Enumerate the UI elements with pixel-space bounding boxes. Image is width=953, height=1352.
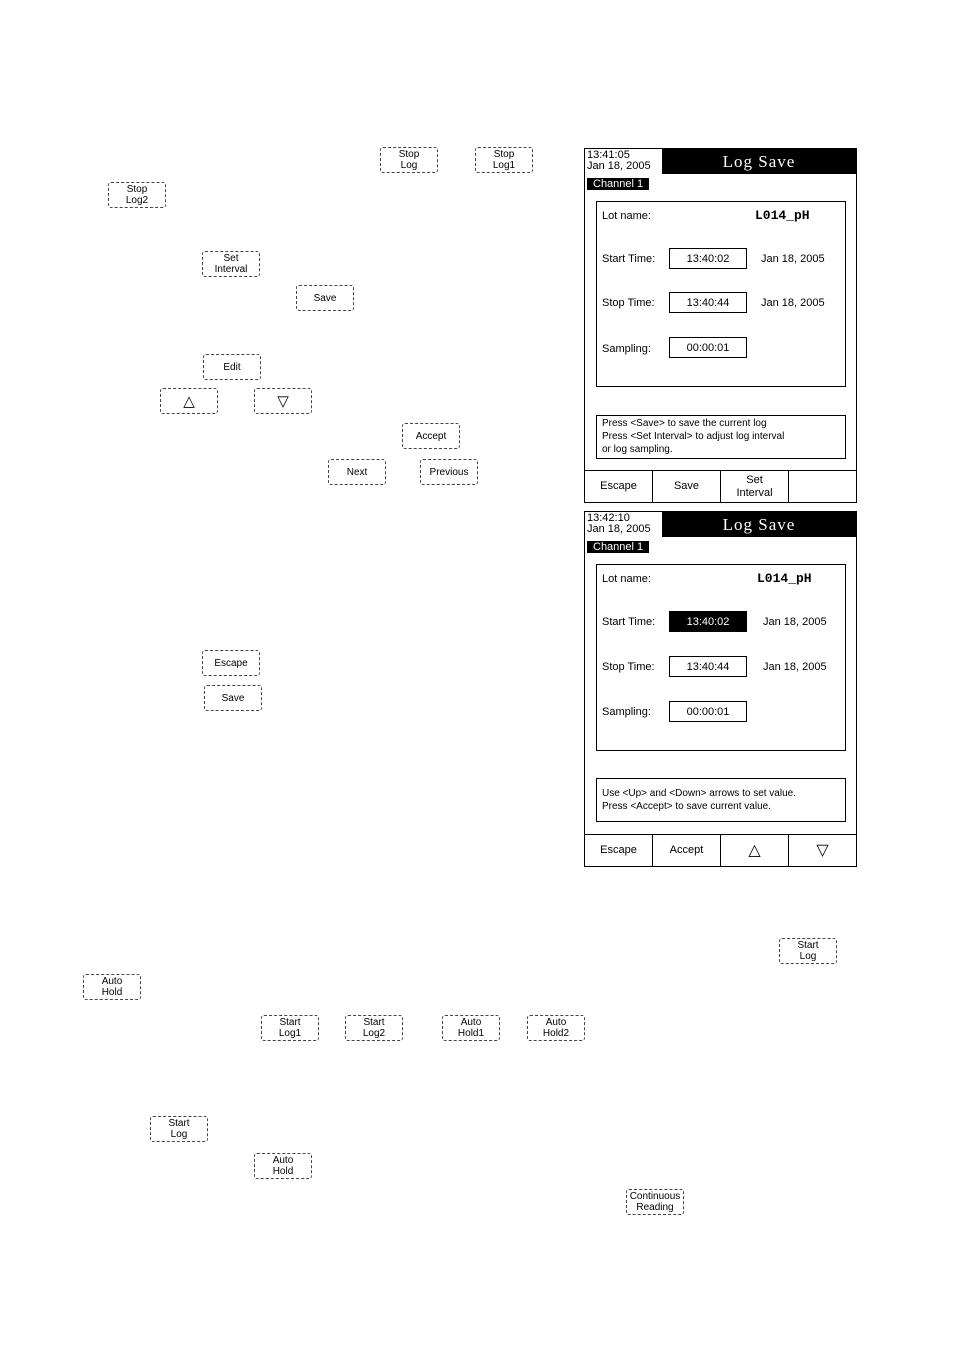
- set-interval-button[interactable]: [202, 251, 260, 277]
- button-line: Start: [363, 1017, 385, 1028]
- stop-time-field[interactable]: 13:40:44: [669, 292, 747, 313]
- lot-name-label: Lot name:: [602, 573, 651, 585]
- button-line: Log2: [125, 195, 149, 206]
- softkey-escape[interactable]: Escape: [585, 471, 653, 502]
- lot-name-label: Lot name:: [602, 210, 651, 222]
- button-line: Escape: [214, 657, 248, 669]
- help-line: Press <Accept> to save current value.: [602, 801, 771, 812]
- continuous-reading-button[interactable]: [626, 1189, 684, 1215]
- start-time-label: Start Time:: [602, 616, 656, 628]
- next-button[interactable]: [328, 459, 386, 485]
- lot-name-value: L014_pH: [757, 571, 812, 586]
- stop-date: Jan 18, 2005: [763, 661, 827, 673]
- sampling-label: Sampling:: [602, 343, 651, 355]
- softkey-up-arrow-icon[interactable]: △: [721, 835, 789, 866]
- edit-button[interactable]: [203, 354, 261, 380]
- save-button-2[interactable]: [204, 685, 262, 711]
- stop-date: Jan 18, 2005: [761, 297, 825, 309]
- button-line: Start: [279, 1017, 301, 1028]
- start-date: Jan 18, 2005: [761, 253, 825, 265]
- up-arrow-button[interactable]: [160, 388, 218, 414]
- stop-log2-button[interactable]: [108, 182, 166, 208]
- log-save-screen-1: [584, 148, 857, 503]
- button-line: Log2: [362, 1028, 386, 1039]
- start-log1-button[interactable]: [261, 1015, 319, 1041]
- button-line: Previous: [429, 466, 469, 478]
- sampling-label: Sampling:: [602, 706, 651, 718]
- button-line: Auto: [272, 1155, 294, 1166]
- softkey-bar: [585, 470, 856, 502]
- button-line: Set: [223, 253, 239, 264]
- softkey-label: Set Interval: [736, 473, 773, 499]
- button-line: Log: [799, 951, 817, 962]
- softkey-accept[interactable]: Accept: [653, 835, 721, 866]
- start-log2-button[interactable]: [345, 1015, 403, 1041]
- button-line: Log: [400, 160, 418, 171]
- up-arrow-icon: △: [183, 392, 195, 410]
- stop-log-button[interactable]: [380, 147, 438, 173]
- softkey-down-arrow-icon[interactable]: ▽: [816, 842, 829, 859]
- button-line: Interval: [214, 264, 248, 275]
- button-line: Stop: [398, 149, 420, 160]
- button-line: Save: [221, 692, 245, 704]
- stop-time-field[interactable]: 13:40:44: [669, 656, 747, 677]
- help-message: [596, 778, 846, 822]
- button-line: Stop: [493, 149, 515, 160]
- button-line: Hold: [272, 1166, 294, 1177]
- button-line: Log: [170, 1129, 188, 1140]
- down-arrow-button[interactable]: [254, 388, 312, 414]
- start-time-field[interactable]: 13:40:02: [669, 248, 747, 269]
- stop-time-label: Stop Time:: [602, 661, 655, 673]
- log-info-panel: [596, 201, 846, 387]
- auto-hold1-button[interactable]: [442, 1015, 500, 1041]
- button-line: Hold1: [457, 1028, 485, 1039]
- start-time-field-selected[interactable]: 13:40:02: [669, 611, 747, 632]
- start-log-button-2[interactable]: [150, 1116, 208, 1142]
- button-line: Reading: [636, 1202, 674, 1213]
- button-line: Continuous: [629, 1191, 681, 1202]
- screen-title: Log Save: [662, 512, 856, 537]
- button-line: Hold2: [542, 1028, 570, 1039]
- button-line: Save: [313, 292, 337, 304]
- button-line: Log1: [278, 1028, 302, 1039]
- start-time-label: Start Time:: [602, 253, 656, 265]
- button-line: Start: [168, 1118, 190, 1129]
- auto-hold2-button[interactable]: [527, 1015, 585, 1041]
- help-line: Use <Up> and <Down> arrows to set value.: [602, 788, 796, 799]
- channel-label: Channel 1: [587, 178, 649, 190]
- clock-time: 13:42:10: [587, 512, 630, 524]
- button-line: Edit: [223, 361, 241, 373]
- button-line: Auto: [545, 1017, 567, 1028]
- softkey-escape[interactable]: Escape: [585, 835, 653, 866]
- screen-title: Log Save: [662, 149, 856, 174]
- sampling-field[interactable]: 00:00:01: [669, 337, 747, 358]
- button-line: Auto: [460, 1017, 482, 1028]
- screen-clock: [587, 150, 651, 172]
- softkey-save[interactable]: Save: [653, 471, 721, 502]
- help-line: Press <Set Interval> to adjust log interval: [602, 431, 785, 442]
- stop-log1-button[interactable]: [475, 147, 533, 173]
- softkey-set-interval[interactable]: [721, 471, 789, 502]
- button-line: Log1: [492, 160, 516, 171]
- clock-time: 13:41:05: [587, 149, 630, 161]
- escape-button[interactable]: [202, 650, 260, 676]
- help-message: [596, 415, 846, 459]
- button-line: Stop: [126, 184, 148, 195]
- stop-time-label: Stop Time:: [602, 297, 655, 309]
- log-info-panel: [596, 564, 846, 751]
- previous-button[interactable]: [420, 459, 478, 485]
- softkey-empty[interactable]: [789, 471, 856, 502]
- start-log-button[interactable]: [779, 938, 837, 964]
- auto-hold-button-2[interactable]: [254, 1153, 312, 1179]
- button-line: Start: [797, 940, 819, 951]
- button-line: Hold: [101, 987, 123, 998]
- help-line: or log sampling.: [602, 444, 673, 455]
- clock-date: Jan 18, 2005: [587, 523, 651, 535]
- log-save-screen-2: [584, 511, 857, 867]
- clock-date: Jan 18, 2005: [587, 160, 651, 172]
- channel-label: Channel 1: [587, 541, 649, 553]
- screen-clock: [587, 513, 651, 535]
- lot-name-value: L014_pH: [755, 208, 810, 223]
- button-line: Accept: [415, 430, 447, 442]
- start-date: Jan 18, 2005: [763, 616, 827, 628]
- button-line: Auto: [101, 976, 123, 987]
- softkey-bar: [585, 834, 856, 866]
- auto-hold-button[interactable]: [83, 974, 141, 1000]
- down-arrow-icon: ▽: [277, 392, 289, 410]
- save-button[interactable]: [296, 285, 354, 311]
- sampling-field[interactable]: 00:00:01: [669, 701, 747, 722]
- button-line: Next: [346, 466, 368, 478]
- accept-button[interactable]: [402, 423, 460, 449]
- help-line: Press <Save> to save the current log: [602, 418, 767, 429]
